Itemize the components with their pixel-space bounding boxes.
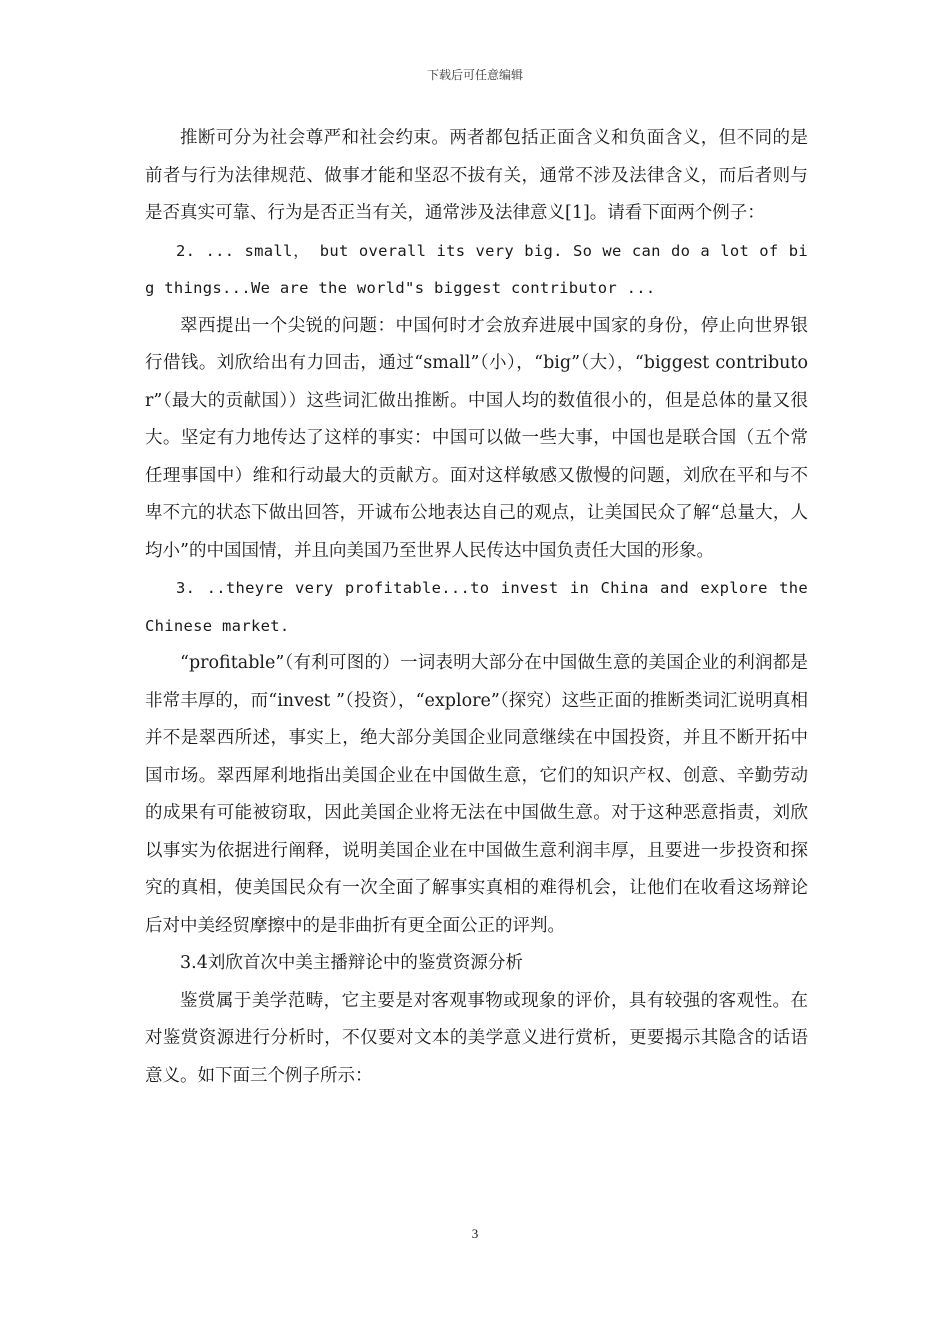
page-number: 3 — [471, 1226, 479, 1241]
document-body — [145, 120, 808, 1095]
section-heading-3-4: 3.4刘欣首次中美主播辩论中的鉴赏资源分析 — [180, 953, 523, 973]
paragraph-appraisal-intro: 推断可分为社会尊严和社会约束。两者都包括正面含义和负面含义，但不同的是前者与行为法律规范、做事才能和坚忍不拔有关，通常不涉及法律含义，而后者则与是否真实可靠、行为是否正当有关，通常涉及法律意义[1]。请看下面两个例子： — [145, 128, 808, 223]
paragraph-example-2-analysis: 翠西提出一个尖锐的问题：中国何时才会放弃进展中国家的身份，停止向世界银行借钱。刘欣给出有力回击，通过“small”（小），“big”（大），“biggest contributor”（最大的贡献国））这些词汇做出推断。中国人均的数值很小的，但是总体的量又很大。坚定有力地传达了这样的事实：中国可以做一些大事，中国也是联合国（五个常任理事国中）维和行动最大的贡献方。面对这样敏感又傲慢的问题，刘欣在平和与不卑不亢的状态下做出回答，开诚布公地表达自己的观点，让美国民众了解“总量大，人均小”的中国国情，并且向美国乃至世界人民传达中国负责任大国的形象。 — [145, 315, 808, 561]
page-header: 下载后可任意编辑 — [426, 68, 523, 82]
example-3-quote: 3. ..theyre very profitable...to invest in China and explore the Chinese market. — [145, 579, 808, 635]
paragraph-appreciation-intro: 鉴赏属于美学范畴，它主要是对客观事物或现象的评价，具有较强的客观性。在对鉴赏资源进行分析时，不仅要对文本的美学意义进行赏析，更要揭示其隐含的话语意义。如下面三个例子所示： — [145, 990, 808, 1086]
example-2-quote: 2. ... small， but overall its very big. So we can do a lot of big things...We are the world"s biggest contributor ... — [145, 241, 808, 297]
paragraph-example-3-analysis: “profitable”（有利可图的）一词表明大部分在中国做生意的美国企业的利润都是非常丰厚的，而“invest ”（投资），“explore”（探究）这些正面的推断类词汇说明真相并不是翠西所述，事实上，绝大部分美国企业同意继续在中国投资，并且不断开拓中国市场。翠西犀利地指出美国企业在中国做生意，它们的知识产权、创意、辛勤劳动的成果有可能被窃取，因此美国企业将无法在中国做生意。对于这种恶意指责，刘欣以事实为依据进行阐释，说明美国企业在中国做生意利润丰厚，且要进一步投资和探究的真相，使美国民众有一次全面了解事实真相的难得机会，让他们在收看这场辩论后对中美经贸摩擦中的是非曲折有更全面公正的评判。 — [145, 653, 808, 936]
